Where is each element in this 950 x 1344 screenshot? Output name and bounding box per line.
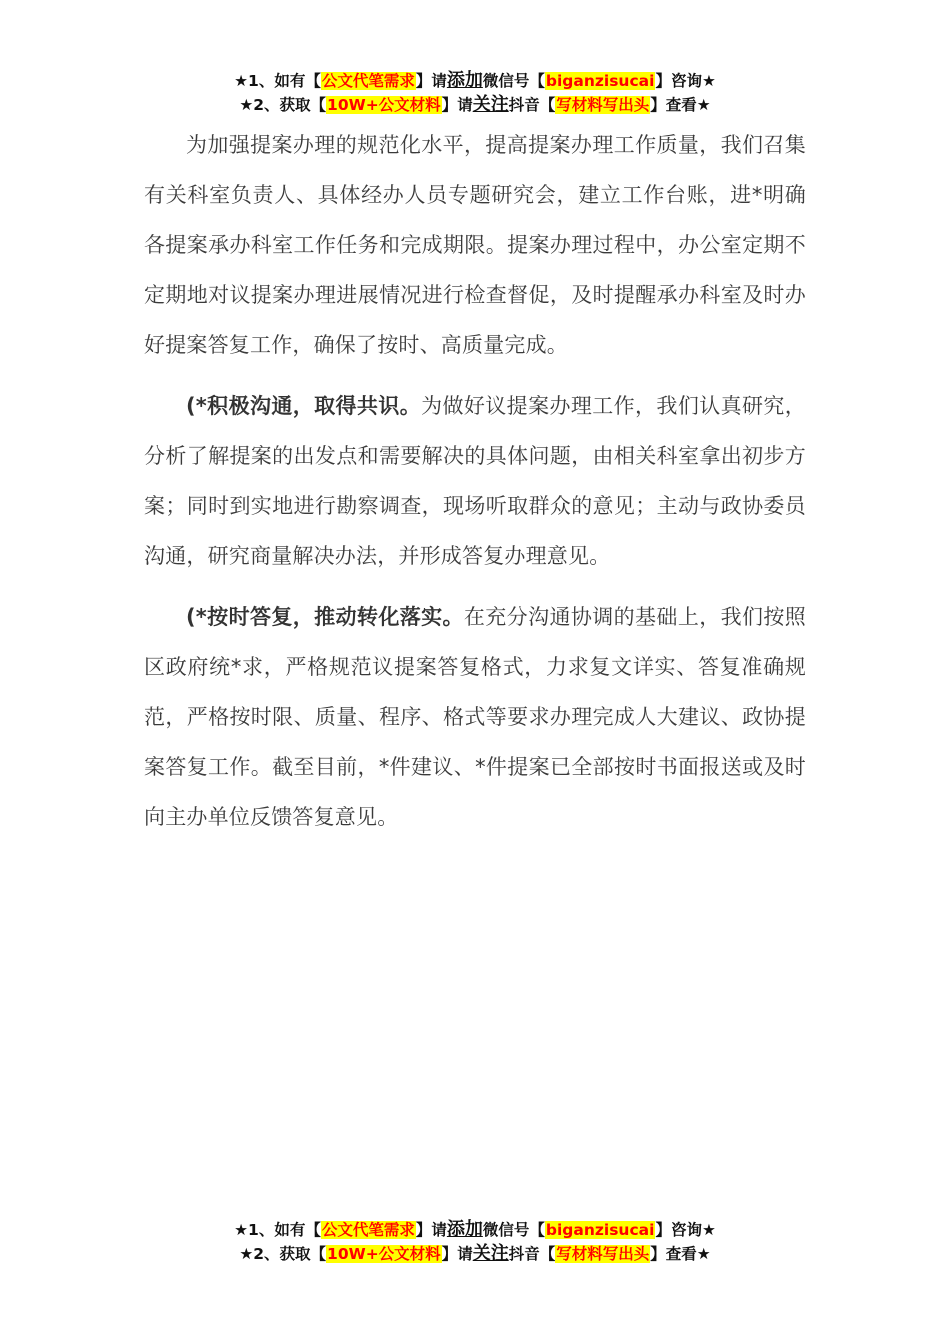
paragraph-3: (*按时答复，推动转化落实。在充分沟通协调的基础上，我们按照区政府统*求，严格规范议提案答复格式，力求复文详实、答复准确规范，严格按时限、质量、程序、格式等要求办理完成人大建议、政协提案答复工作。截至目前，*件建议、*件提案已全部按时书面报送或及时向主办单位反馈答复意见。 bbox=[144, 605, 806, 829]
highlight-douyin: 写材料写出头 bbox=[556, 96, 650, 114]
footer-highlight-service: 公文代笔需求 bbox=[321, 1221, 415, 1239]
footer-line-1: ★1、如有【公文代笔需求】请添加微信号【biganzisucai】咨询★ bbox=[234, 1219, 716, 1240]
banner-line-1: ★1、如有【公文代笔需求】请添加微信号【biganzisucai】咨询★ bbox=[234, 70, 716, 91]
paragraph-2: (*积极沟通，取得共识。为做好议提案办理工作，我们认真研究，分析了解提案的出发点和需要解决的具体问题，由相关科室拿出初步方案；同时到实地进行勘察调查，现场听取群众的意见；主动与政协委员沟通，研究商量解决办法，并形成答复办理意见。 bbox=[144, 394, 806, 568]
highlight-materials: 10W+公文材料 bbox=[327, 96, 441, 114]
highlight-service: 公文代笔需求 bbox=[321, 72, 415, 90]
paragraph-1: 为加强提案办理的规范化水平，提高提案办理工作质量，我们召集有关科室负责人、具体经办人员专题研究会，建立工作台账，进*明确各提案承办科室工作任务和完成期限。提案办理过程中，办公室定期不定期地对议提案办理进展情况进行检查督促，及时提醒承办科室及时办好提案答复工作，确保了按时、高质量完成。 bbox=[144, 133, 806, 357]
highlight-wechat-id: biganzisucai bbox=[545, 72, 655, 90]
footer-line-2: ★2、获取【10W+公文材料】请关注抖音【写材料写出头】查看★ bbox=[239, 1243, 711, 1264]
paragraph-3-heading: (*按时答复，推动转化落实。 bbox=[186, 605, 464, 629]
footer-highlight-douyin: 写材料写出头 bbox=[556, 1245, 650, 1263]
footer-banner bbox=[0, 1218, 950, 1266]
document-body bbox=[144, 120, 806, 842]
paragraph-2-heading: (*积极沟通，取得共识。 bbox=[186, 394, 422, 418]
footer-highlight-wechat-id: biganzisucai bbox=[545, 1221, 655, 1239]
footer-highlight-materials: 10W+公文材料 bbox=[327, 1245, 441, 1263]
header-banner bbox=[0, 69, 950, 117]
banner-line-2: ★2、获取【10W+公文材料】请关注抖音【写材料写出头】查看★ bbox=[239, 94, 711, 115]
